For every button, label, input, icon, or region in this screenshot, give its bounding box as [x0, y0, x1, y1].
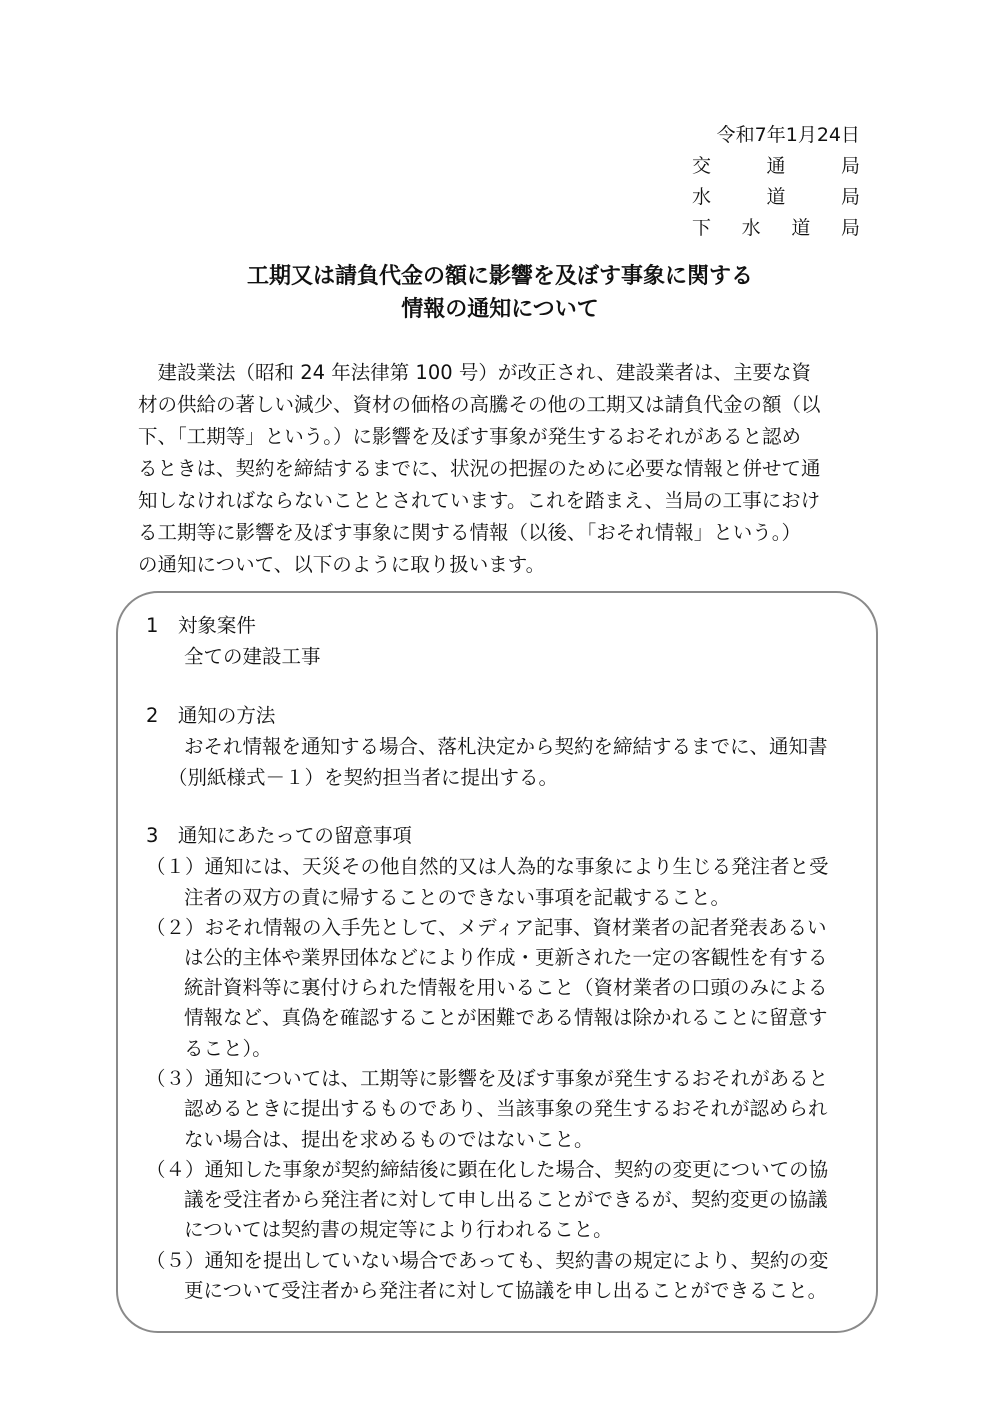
dept-char: 道 — [791, 217, 811, 239]
note-item-cont: ること）。 — [184, 1037, 272, 1060]
dept-waterworks-bureau — [690, 182, 860, 213]
intro-line: の通知について、以下のように取り扱います。 — [138, 553, 546, 576]
note-item-cont: 議を受注者から発注者に対して申し出ることができるが、契約変更の協議 — [184, 1188, 828, 1211]
dept-char: 局 — [840, 217, 860, 239]
document-title — [140, 260, 860, 326]
note-item-cont: 認めるときに提出するものであり、当該事象の発生するおそれが認められ — [184, 1097, 828, 1120]
dept-sewerage-bureau — [690, 213, 860, 244]
dept-char: 道 — [766, 186, 786, 208]
section-heading-method: 2 通知の方法 — [146, 704, 276, 727]
note-item-cont: 注者の双方の責に帰することのできない事項を記載すること。 — [184, 886, 731, 909]
section-heading-target: 1 対象案件 — [146, 614, 256, 637]
dept-char: 局 — [840, 155, 860, 177]
note-item-cont: は公的主体や業界団体などにより作成・更新された一定の客観性を有する — [184, 946, 828, 969]
issue-date: 令和7年1月24日 — [716, 124, 860, 146]
note-item: （１）通知には、天災その他自然的又は人為的な事象により生じる発注者と受 — [146, 855, 829, 878]
dept-char: 交 — [692, 155, 712, 177]
note-item: （４）通知した事象が契約締結後に顕在化した場合、契約の変更についての協 — [146, 1158, 829, 1181]
section-body: おそれ情報を通知する場合、落札決定から契約を締結するまでに、通知書 — [184, 735, 828, 758]
note-item: （３）通知については、工期等に影響を及ぼす事象が発生するおそれがあると — [146, 1067, 829, 1090]
intro-line: 下、「工期等」という。）に影響を及ぼす事象が発生するおそれがあると認め — [138, 425, 802, 448]
note-item-cont: 統計資料等に裏付けられた情報を用いること（資材業者の口頭のみによる — [184, 976, 828, 999]
intro-line: 建設業法（昭和 24 年法律第 100 号）が改正され、建設業者は、主要な資 — [138, 361, 811, 384]
section-body: （別紙様式－１）を契約担当者に提出する。 — [168, 766, 559, 789]
issuer-block — [690, 120, 860, 244]
title-line: 情報の通知について — [401, 297, 599, 322]
intro-line: 材の供給の著しい減少、資材の価格の高騰その他の工期又は請負代金の額（以 — [138, 393, 821, 416]
note-item-cont: ない場合は、提出を求めるものではないこと。 — [184, 1128, 594, 1151]
intro-paragraph — [138, 357, 862, 581]
section-body: 全ての建設工事 — [184, 645, 321, 668]
note-item: （５）通知を提出していない場合であっても、契約書の規定により、契約の変 — [146, 1249, 829, 1272]
intro-line: る工期等に影響を及ぼす事象に関する情報（以後、「おそれ情報」という。） — [138, 521, 802, 544]
note-item-cont: については契約書の規定等により行われること。 — [184, 1218, 613, 1241]
intro-line: るときは、契約を締結するまでに、状況の把握のために必要な情報と併せて通 — [138, 457, 821, 480]
note-item: （２）おそれ情報の入手先として、メディア記事、資材業者の記者発表あるい — [146, 916, 827, 939]
dept-char: 水 — [692, 186, 712, 208]
dept-char: 通 — [766, 155, 786, 177]
section-heading-notes: 3 通知にあたっての留意事項 — [146, 824, 412, 847]
dept-transportation-bureau — [690, 151, 860, 182]
note-item-cont: 情報など、真偽を確認することが困難である情報は除かれることに留意す — [184, 1006, 828, 1029]
dept-char: 水 — [741, 217, 761, 239]
dept-char: 下 — [692, 217, 712, 239]
title-line: 工期又は請負代金の額に影響を及ぼす事象に関する — [246, 264, 753, 289]
note-item-cont: 更について受注者から発注者に対して協議を申し出ることができること。 — [184, 1279, 828, 1302]
intro-line: 知しなければならないこととされています。これを踏まえ、当局の工事におけ — [138, 489, 821, 512]
dept-char: 局 — [840, 186, 860, 208]
